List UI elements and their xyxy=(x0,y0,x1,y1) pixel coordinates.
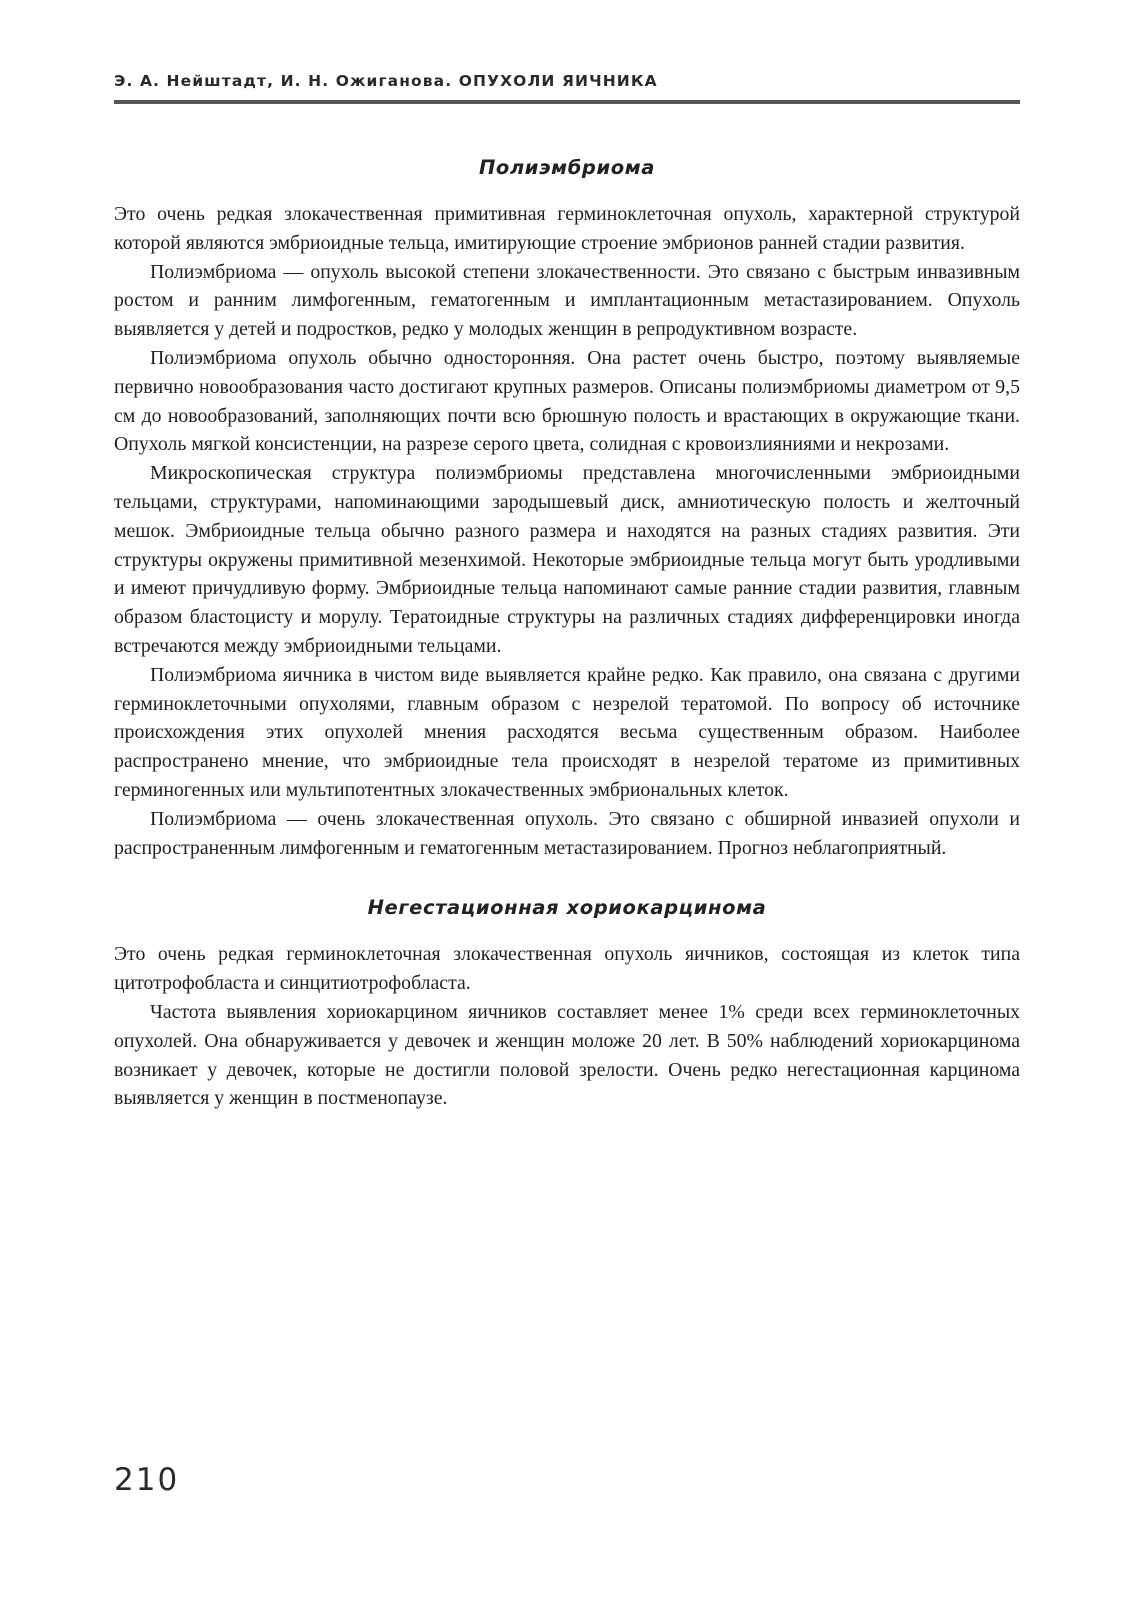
paragraph: Полиэмбриома опухоль обычно односторонняя. Она растет очень быстро, поэтому выявляемые первично новообразования часто достигают крупных размеров. Описаны полиэмбриомы диаметром от 9,5 см до новообразований, заполняющих почти всю брюшную полость и врастающих в окружающие ткани. Опухоль мягкой консистенции, на разрезе серого цвета, солидная с кровоизлияниями и некрозами. xyxy=(114,346,1020,456)
running-head: Э. А. Нейштадт, И. Н. Ожиганова. ОПУХОЛИ ЯИЧНИКА xyxy=(114,72,658,90)
paragraph: Частота выявления хориокарцином яичников составляет менее 1% среди всех герминоклеточных опухолей. Она обнаруживается у девочек и женщин моложе 20 лет. В 50% наблюдений хориокарцинома возникает у девочек, которые не достигли половой зрелости. Очень редко негестационная карцинома выявляется у женщин в постменопаузе. xyxy=(114,1000,1020,1110)
paragraph: Полиэмбриома — опухоль высокой степени злокачественности. Это связано с быстрым инвазивным ростом и ранним лимфогенным, гематогенным и имплантационным метастазированием. Опухоль выявляется у детей и подростков, редко у молодых женщин в репродуктивном возрасте. xyxy=(114,260,1020,341)
section-title-polyembryoma: Полиэмбриома xyxy=(478,156,656,179)
paragraph: Это очень редкая злокачественная примитивная герминоклеточная опухоль, характерной структурой которой являются эмбриоидные тельца, имитирующие строение эмбрионов ранней стадии развития. xyxy=(114,203,1020,254)
paragraph: Полиэмбриома яичника в чистом виде выявляется крайне редко. Как правило, она связана с другими герминоклеточными опухолями, главным образом с незрелой тератомой. По вопросу об источнике происхождения этих опухолей мнения расходятся весьма существенным образом. Наиболее распространено мнение, что эмбриоидные тела происходят в незрелой тератоме из примитивных герминогенных или мультипотентных злокачественных эмбриональных клеток. xyxy=(114,663,1020,801)
page-number: 210 xyxy=(114,1462,180,1498)
book-page xyxy=(114,0,1020,1600)
page-body xyxy=(114,148,1020,1113)
header-rule xyxy=(114,100,1020,104)
section-title-choriocarcinoma: Негестационная хориокарцинома xyxy=(367,896,767,920)
paragraph: Микроскопическая структура полиэмбриомы представлена многочисленными эмбриоидными тельцами, структурами, напоминающими зародышевый диск, амниотическую полость и желточный мешок. Эмбриоидные тельца обычно разного размера и находятся на разных стадиях развития. Эти структуры окружены примитивной мезенхимой. Некоторые эмбриоидные тельца могут быть уродливыми и имеют причудливую форму. Эмбриоидные тельца напоминают самые ранние стадии развития, главным образом бластоцисту и морулу. Тератоидные структуры на различных стадиях дифференцировки иногда встречаются между эмбриоидными тельцами. xyxy=(114,462,1020,657)
paragraph: Полиэмбриома — очень злокачественная опухоль. Это связано с обширной инвазией опухоли и распространенным лимфогенным и гематогенным метастазированием. Прогноз неблагоприятный. xyxy=(114,807,1020,859)
paragraph: Это очень редкая герминоклеточная злокачественная опухоль яичников, состоящая из клеток типа цитотрофобласта и синцитиотрофобласта. xyxy=(114,943,1020,995)
